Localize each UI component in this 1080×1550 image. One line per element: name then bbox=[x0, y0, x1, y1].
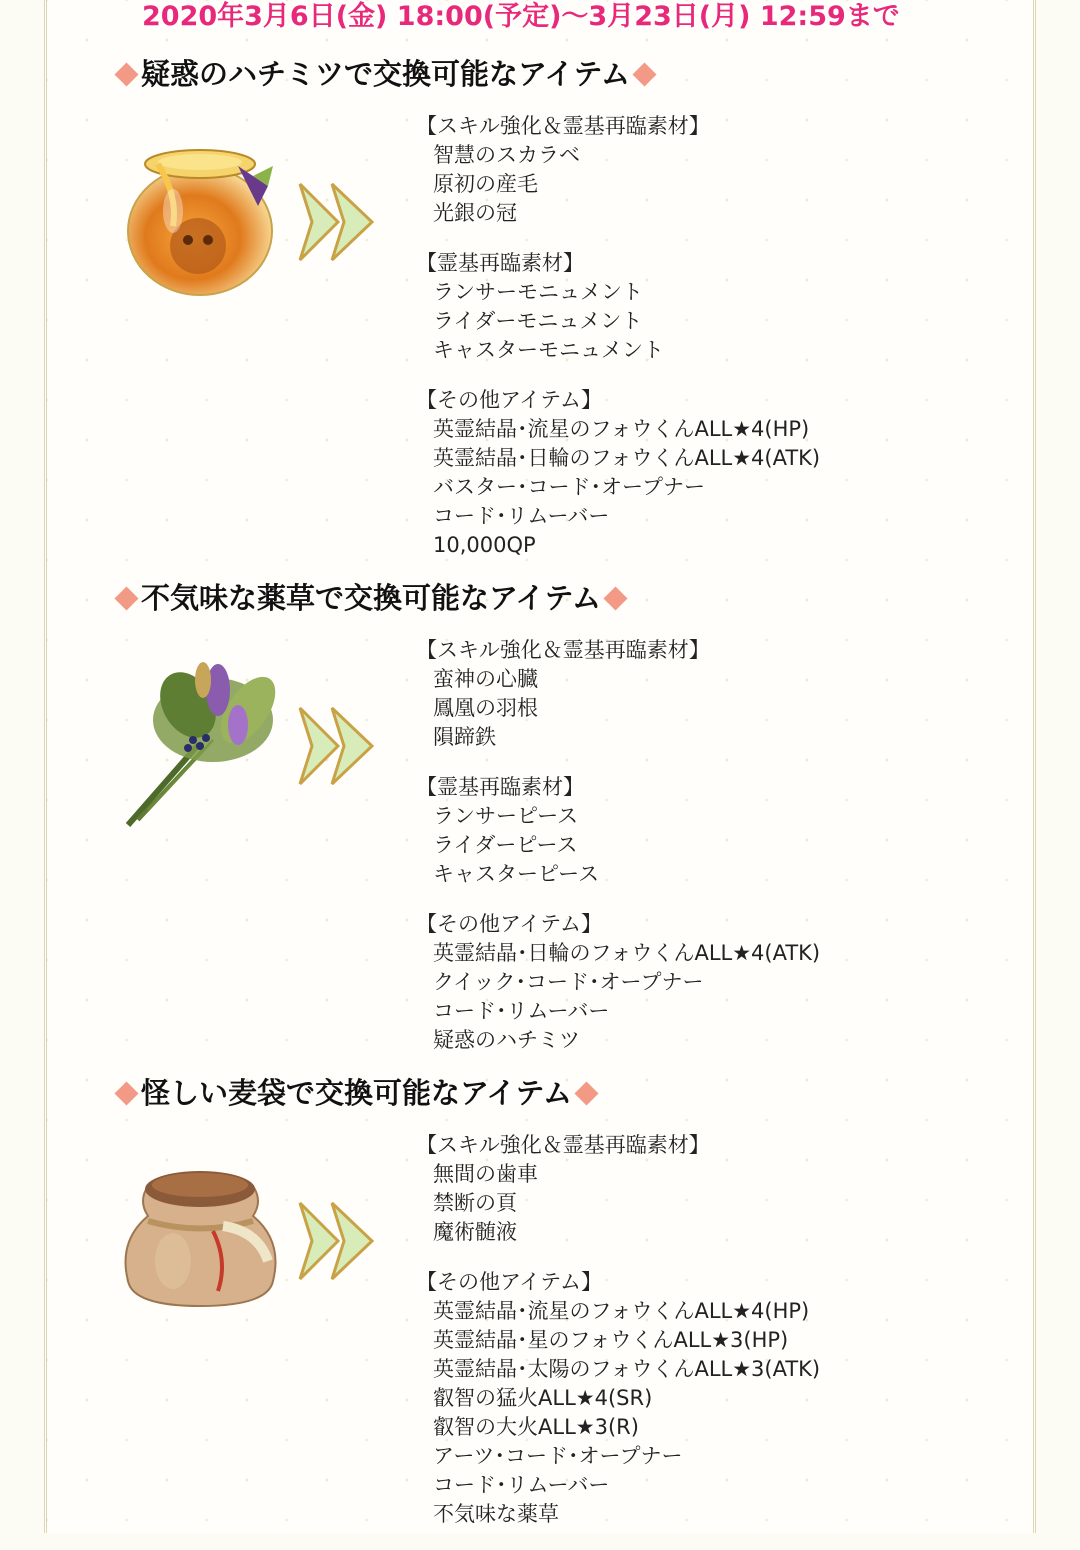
double-arrow-icon bbox=[298, 1201, 378, 1281]
category-label: 【その他アイテム】 bbox=[416, 388, 603, 412]
list-item: コード･リムーバー bbox=[433, 999, 610, 1023]
diamond-icon bbox=[114, 1081, 138, 1105]
list-item: 智慧のスカラベ bbox=[433, 143, 580, 167]
list-item: クイック･コード･オープナー bbox=[433, 970, 704, 994]
section-title bbox=[112, 1073, 601, 1113]
list-item: ライダーモニュメント bbox=[433, 309, 643, 333]
list-item: バスター･コード･オープナー bbox=[433, 475, 705, 499]
section-title bbox=[112, 578, 630, 618]
list-item: 不気味な薬草 bbox=[433, 1502, 559, 1526]
list-item: 10,000QP bbox=[433, 533, 536, 557]
section-title-text: 疑惑のハチミツで交換可能なアイテム bbox=[141, 57, 630, 91]
category-label: 【霊基再臨素材】 bbox=[416, 251, 584, 275]
list-item: キャスターピース bbox=[433, 862, 600, 886]
list-item: 疑惑のハチミツ bbox=[433, 1028, 580, 1052]
item-group bbox=[416, 1131, 820, 1247]
event-period: 2020年3月6日(金) 18:00(予定)〜3月23日(月) 12:59まで bbox=[142, 1, 900, 32]
diamond-icon bbox=[114, 62, 138, 86]
item-group bbox=[416, 1268, 820, 1529]
list-item: 隕蹄鉄 bbox=[433, 725, 496, 749]
list-item: 禁断の頁 bbox=[433, 1191, 517, 1215]
honey-jar-icon bbox=[118, 136, 293, 296]
item-group bbox=[416, 773, 820, 889]
list-item: 英霊結晶･太陽のフォウくんALL★3(ATK) bbox=[433, 1357, 821, 1381]
double-arrow-icon bbox=[298, 182, 378, 262]
category-label: 【スキル強化＆霊基再臨素材】 bbox=[416, 638, 710, 662]
herb-bouquet-icon bbox=[118, 650, 293, 830]
list-item: ランサーモニュメント bbox=[433, 280, 643, 304]
category-label: 【その他アイテム】 bbox=[416, 1270, 603, 1294]
list-item: 原初の産毛 bbox=[433, 172, 538, 196]
list-item: 鳳凰の羽根 bbox=[433, 696, 538, 720]
section-title-text: 不気味な薬草で交換可能なアイテム bbox=[141, 581, 601, 615]
list-item: 英霊結晶･流星のフォウくんALL★4(HP) bbox=[433, 1299, 810, 1323]
list-item: 叡智の大火ALL★3(R) bbox=[433, 1415, 639, 1439]
diamond-icon bbox=[603, 586, 627, 610]
diamond-icon bbox=[632, 62, 656, 86]
list-item: コード･リムーバー bbox=[433, 504, 610, 528]
list-item: 魔術髄液 bbox=[433, 1220, 517, 1244]
category-label: 【スキル強化＆霊基再臨素材】 bbox=[416, 1133, 710, 1157]
list-item: コード･リムーバー bbox=[433, 1473, 610, 1497]
section-title bbox=[112, 54, 659, 94]
category-label: 【スキル強化＆霊基再臨素材】 bbox=[416, 114, 710, 138]
list-item: ライダーピース bbox=[433, 833, 578, 857]
list-item: ランサーピース bbox=[433, 804, 579, 828]
list-item: 英霊結晶･流星のフォウくんALL★4(HP) bbox=[433, 417, 810, 441]
item-group bbox=[416, 386, 820, 560]
list-item: 蛮神の心臓 bbox=[433, 667, 538, 691]
list-item: 英霊結晶･星のフォウくんALL★3(HP) bbox=[433, 1328, 789, 1352]
item-list bbox=[416, 112, 820, 581]
category-label: 【霊基再臨素材】 bbox=[416, 775, 584, 799]
section-title-text: 怪しい麦袋で交換可能なアイテム bbox=[141, 1076, 572, 1110]
list-item: 英霊結晶･日輪のフォウくんALL★4(ATK) bbox=[433, 941, 821, 965]
item-list bbox=[416, 636, 820, 1076]
list-item: 叡智の猛火ALL★4(SR) bbox=[433, 1386, 653, 1410]
grain-sack-icon bbox=[118, 1161, 283, 1311]
item-group bbox=[416, 112, 820, 228]
item-group bbox=[416, 249, 820, 365]
list-item: 無間の歯車 bbox=[433, 1162, 538, 1186]
diamond-icon bbox=[114, 586, 138, 610]
item-group bbox=[416, 910, 820, 1055]
diamond-icon bbox=[574, 1081, 598, 1105]
list-item: 英霊結晶･日輪のフォウくんALL★4(ATK) bbox=[433, 446, 821, 470]
category-label: 【その他アイテム】 bbox=[416, 912, 603, 936]
item-group bbox=[416, 636, 820, 752]
list-item: アーツ･コード･オープナー bbox=[433, 1444, 683, 1468]
list-item: 光銀の冠 bbox=[433, 201, 517, 225]
item-list bbox=[416, 1131, 820, 1550]
double-arrow-icon bbox=[298, 706, 378, 786]
list-item: キャスターモニュメント bbox=[433, 338, 664, 362]
